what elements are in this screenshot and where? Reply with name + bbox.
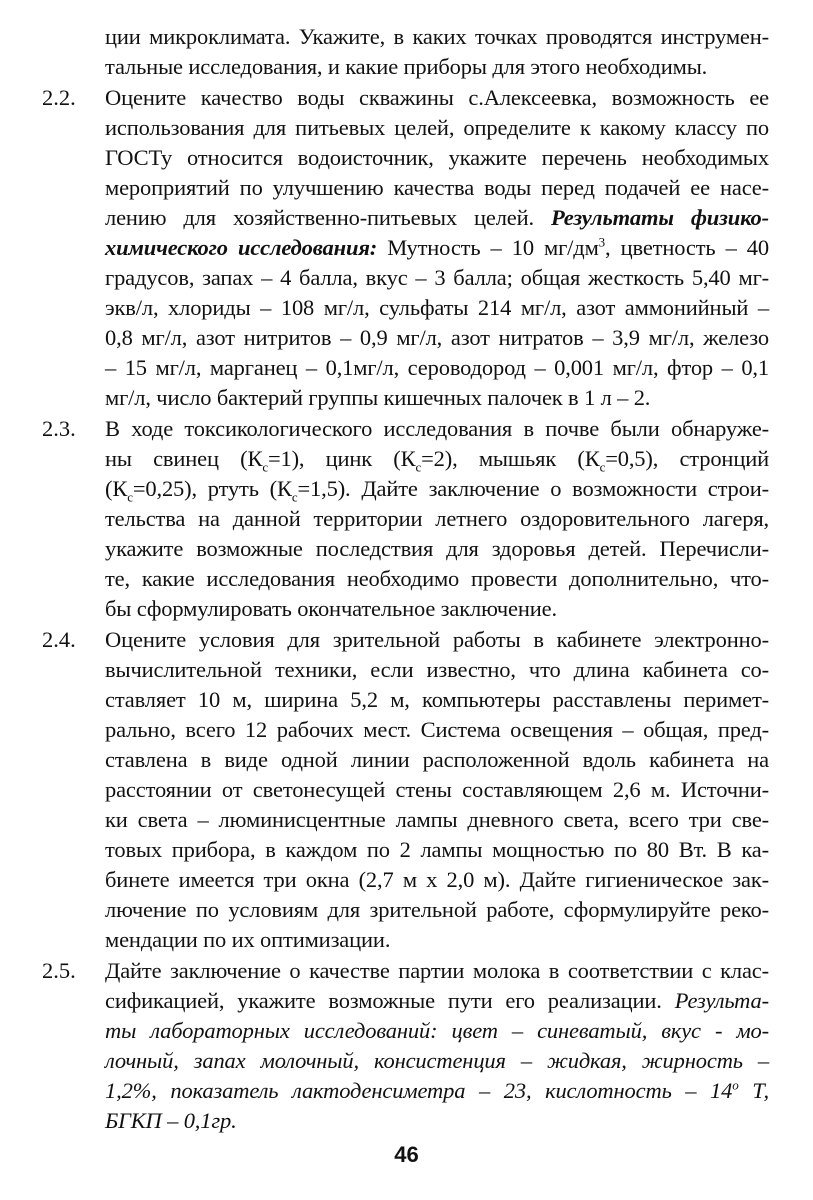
task-2-2-text: , цветность – 40	[605, 235, 769, 260]
task-2-2-line: мг/л, число бактерий группы кишечных палочек в 1 л – 2.	[105, 385, 651, 410]
task-2-5-results-text: Результа-	[674, 988, 769, 1013]
task-2-3-text: =0,5), стронций	[605, 446, 769, 471]
task-2-3-text: =1), цинк (К	[267, 446, 416, 471]
subscript: c	[599, 459, 606, 475]
task-2-2-text: лению для хозяйственно-питьевых целей.	[105, 205, 552, 230]
task-2-2-text: Мутность – 10 мг/дм	[377, 235, 599, 260]
subscript: c	[262, 459, 268, 475]
task-2-3-text: =1,5). Дайте заключение о возможности строи-	[297, 476, 769, 501]
task-2-4-line: Оцените условия для зрительной работы в кабинете электронно-	[105, 627, 769, 652]
task-2-4-line: мендации по их оптимизации.	[105, 927, 391, 952]
continuation-line-1: ции микроклимата. Укажите, в каких точках проводятся инструмен-	[105, 24, 769, 49]
task-2-5-line	[105, 986, 769, 1016]
continuation-line-2: тальные исследования, и какие приборы для этого необходимы.	[105, 54, 708, 79]
subscript: c	[415, 459, 422, 475]
task-2-4-line: расстоянии от светонесущей стены составляющем 2,6 м. Источни-	[105, 777, 769, 802]
task-2-5-results-line	[105, 1076, 769, 1106]
task-2-3-line: В ходе токсикологического исследования в почве были обнаруже-	[105, 416, 769, 441]
task-2-2-line: экв/л, хлориды – 108 мг/л, сульфаты 214 мг/л, азот аммонийный –	[105, 295, 769, 320]
task-2-2-results-heading: Результаты физико-	[551, 205, 769, 230]
task-2-3-line	[105, 474, 769, 504]
task-2-3-line: укажите возможные последствия для здоровья детей. Перечисли-	[105, 536, 769, 561]
task-2-3-text: ны свинец (К	[105, 446, 263, 471]
task-2-2-line: использования для питьевых целей, определите к какому классу по	[105, 115, 769, 140]
task-2-3-line	[105, 444, 769, 474]
task-2-3-line: тельства на данной территории летнего оздоровительного лагеря,	[105, 506, 769, 531]
task-2-2-line: градусов, запах – 4 балла, вкус – 3 балла; общая жесткость 5,40 мг-	[105, 265, 769, 290]
task-2-4-line: рально, всего 12 рабочих мест. Система освещения – общая, пред-	[105, 717, 769, 742]
superscript: o	[732, 1077, 739, 1093]
task-2-4-line: лючение по условиям для зрительной работе, сформулируйте реко-	[105, 897, 769, 922]
page-number: 46	[394, 1142, 419, 1167]
task-2-5-results-text: 1,2%, показатель лактоденсиметра – 23, кислотность – 14	[105, 1078, 733, 1103]
task-2-2-line	[105, 233, 769, 263]
task-2-2-line: мероприятий по улучшению качества воды перед подачей ее насе-	[105, 175, 769, 200]
task-2-3-line: бы сформулировать окончательное заключение.	[105, 596, 557, 621]
task-2-5-results-line: лочный, запах молочный, консистенция – жидкая, жирность –	[105, 1048, 769, 1073]
task-2-5-results-text: Т,	[738, 1078, 769, 1103]
task-2-2-line: 0,8 мг/л, азот нитритов – 0,9 мг/л, азот нитратов – 3,9 мг/л, железо	[105, 325, 769, 350]
task-2-2-line: – 15 мг/л, марганец – 0,1мг/л, сероводород – 0,001 мг/л, фтор – 0,1	[105, 355, 769, 380]
superscript: 3	[598, 234, 606, 250]
task-2-4-line: ки света – люминисцентные лампы дневного света, всего три све-	[105, 807, 769, 832]
task-2-4-line: товых прибора, в каждом по 2 лампы мощностью по 80 Вт. В ка-	[105, 837, 769, 862]
task-2-3-line: те, какие исследования необходимо провести дополнительно, что-	[105, 566, 769, 591]
task-2-3-text: =0,25), ртуть (К	[132, 476, 292, 501]
subscript: c	[127, 489, 133, 505]
task-2-5-line: Дайте заключение о качестве партии молока в соответствии с клас-	[105, 958, 769, 983]
task-2-4-line: ставляет 10 м, ширина 5,2 м, компьютеры расставлены перимет-	[105, 687, 769, 712]
task-2-2-number: 2.2.	[42, 85, 76, 110]
task-2-5-text: сификацией, укажите возможные пути его реализации.	[105, 988, 675, 1013]
task-2-5-results-line: ты лабораторных исследований: цвет – синеватый, вкус - мо-	[105, 1018, 769, 1043]
task-2-3-text: (К	[105, 476, 128, 501]
task-2-2-line: Оцените качество воды скважины с.Алексеевка, возможность ее	[105, 85, 769, 110]
task-2-5-results-line: БГКП – 0,1гр.	[105, 1108, 237, 1133]
task-2-3-text: =2), мышьяк (К	[421, 446, 600, 471]
task-2-3-number: 2.3.	[42, 416, 76, 441]
task-2-4-line: вычислительной техники, если известно, что длина кабинета со-	[105, 657, 769, 682]
task-2-4-line: бинете имеется три окна (2,7 м х 2,0 м). Дайте гигиеническое зак-	[105, 867, 769, 892]
task-2-4-number: 2.4.	[42, 627, 76, 652]
task-2-2-results-heading: химического исследования:	[105, 235, 378, 260]
subscript: c	[291, 489, 298, 505]
task-2-2-line	[105, 203, 769, 233]
task-2-5-number: 2.5.	[42, 958, 76, 983]
task-2-2-line: ГОСТу относится водоисточник, укажите перечень необходимых	[105, 145, 769, 170]
task-2-4-line: ставлена в виде одной линии расположенной вдоль кабинета на	[105, 747, 769, 772]
